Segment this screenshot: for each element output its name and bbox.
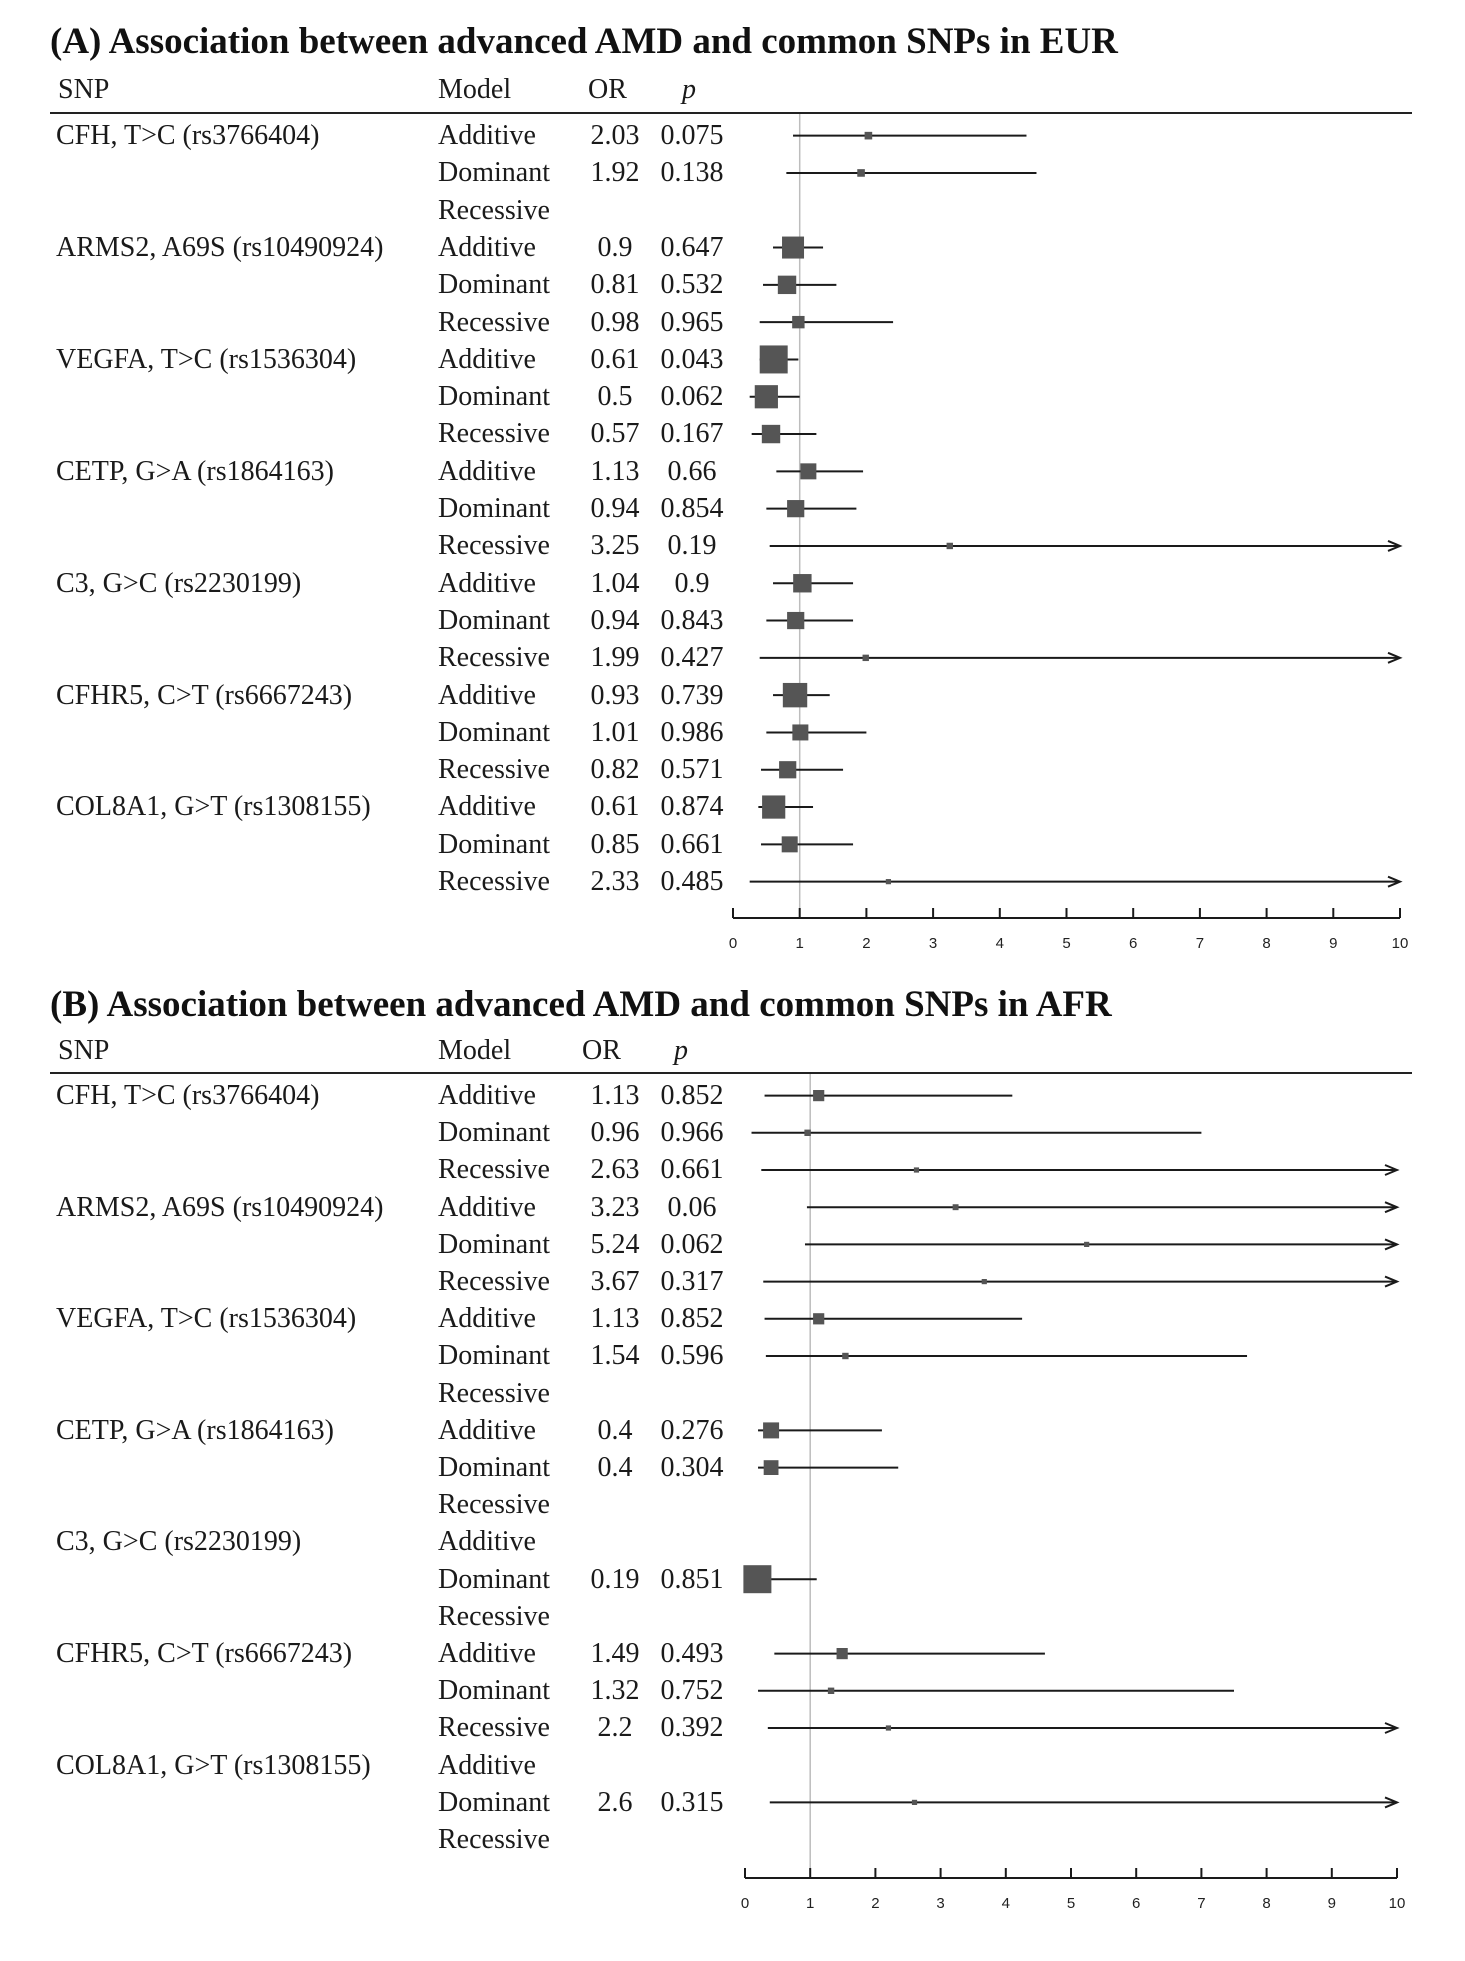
model-label: Additive [438, 1080, 536, 1111]
or-value: 1.32 [590, 1675, 640, 1707]
model-label: Recessive [438, 306, 550, 338]
panel-b-header-model: Model [438, 1035, 512, 1066]
p-value: 0.138 [660, 157, 724, 189]
model-label: Additive [438, 567, 536, 599]
model-label: Additive [438, 120, 536, 151]
model-label: Dominant [438, 1340, 550, 1372]
or-value: 1.01 [590, 716, 640, 748]
model-label: Additive [438, 231, 536, 263]
model-label: Recessive [438, 530, 550, 562]
snp-label: VEGFA, T>C (rs1536304) [56, 1303, 357, 1335]
snp-label: ARMS2, A69S (rs10490924) [56, 1191, 384, 1223]
effect-square [1084, 1242, 1089, 1247]
model-label: Dominant [438, 269, 550, 301]
snp-label: CETP, G>A (rs1864163) [56, 1414, 334, 1446]
or-value: 0.9 [597, 231, 633, 263]
or-value: 1.54 [590, 1340, 640, 1372]
panel-a-header-snp: SNP [58, 74, 110, 105]
or-value: 0.85 [590, 828, 640, 860]
or-value: 3.25 [590, 530, 640, 562]
or-value: 5.24 [590, 1228, 640, 1260]
snp-label: C3, G>C (rs2230199) [56, 1526, 302, 1558]
or-value: 3.23 [590, 1191, 640, 1223]
p-value: 0.661 [660, 828, 724, 860]
p-value: 0.075 [660, 120, 724, 151]
effect-square [813, 1313, 824, 1324]
p-value: 0.843 [660, 604, 724, 636]
snp-label: ARMS2, A69S (rs10490924) [56, 231, 384, 263]
or-value: 1.92 [590, 157, 640, 189]
effect-square [914, 1167, 919, 1172]
model-label: Dominant [438, 716, 550, 748]
or-value: 1.49 [590, 1638, 640, 1669]
p-value: 0.965 [660, 306, 724, 338]
x-tick-label: 0 [740, 1895, 750, 1912]
model-label: Dominant [438, 381, 550, 413]
p-value: 0.062 [660, 1228, 724, 1260]
snp-label: COL8A1, G>T (rs1308155) [56, 1749, 371, 1781]
effect-square [886, 1725, 891, 1730]
p-value: 0.852 [660, 1080, 724, 1111]
p-value: 0.986 [660, 716, 724, 748]
model-label: Dominant [438, 828, 550, 860]
effect-square [763, 1422, 779, 1438]
effect-square [837, 1648, 848, 1659]
x-tick-label: 9 [1329, 935, 1338, 952]
panel-a-header-model: Model [438, 74, 512, 105]
snp-label: CETP, G>A (rs1864163) [56, 455, 334, 487]
model-label: Recessive [438, 1266, 550, 1297]
model-label: Additive [438, 1749, 536, 1781]
x-tick-label: 5 [1062, 935, 1071, 952]
snp-label: CFH, T>C (rs3766404) [56, 1080, 320, 1111]
panel-b-header-p: p [674, 1035, 688, 1066]
p-value: 0.66 [667, 455, 717, 487]
p-value: 0.851 [660, 1563, 724, 1595]
p-value: 0.532 [660, 269, 724, 301]
p-value: 0.06 [667, 1191, 717, 1223]
effect-square [804, 1130, 810, 1136]
model-label: Dominant [438, 1786, 550, 1818]
x-tick-label: 10 [1388, 1895, 1406, 1912]
p-value: 0.493 [660, 1638, 724, 1669]
p-value: 0.19 [667, 530, 717, 562]
snp-label: CFHR5, C>T (rs6667243) [56, 1638, 353, 1669]
model-label: Dominant [438, 604, 550, 636]
x-tick-label: 9 [1327, 1895, 1336, 1912]
model-label: Additive [438, 679, 536, 711]
x-tick-label: 8 [1262, 935, 1271, 952]
or-value: 0.93 [590, 679, 640, 711]
model-label: Additive [438, 343, 536, 375]
or-value: 2.63 [590, 1154, 640, 1186]
p-value: 0.317 [660, 1266, 724, 1297]
panel-b-header-snp: SNP [58, 1035, 110, 1066]
x-tick-label: 3 [936, 1895, 945, 1912]
or-value: 0.81 [590, 269, 640, 301]
panel-a-header-p: p [682, 74, 696, 105]
p-value: 0.661 [660, 1154, 724, 1186]
model-label: Additive [438, 1191, 536, 1223]
x-tick-label: 8 [1262, 1895, 1271, 1912]
or-value: 0.82 [590, 754, 640, 786]
p-value: 0.276 [660, 1414, 724, 1446]
x-tick-label: 3 [928, 935, 938, 952]
model-label: Recessive [438, 1712, 550, 1744]
or-value: 0.57 [590, 418, 640, 450]
snp-label: VEGFA, T>C (rs1536304) [56, 343, 357, 375]
or-value: 0.5 [597, 381, 633, 413]
model-label: Additive [438, 455, 536, 487]
model-label: Recessive [438, 1600, 550, 1632]
or-value: 0.61 [590, 343, 640, 375]
or-value: 0.19 [590, 1563, 640, 1595]
or-value: 3.67 [590, 1266, 640, 1297]
model-label: Dominant [438, 157, 550, 189]
p-value: 0.752 [660, 1675, 724, 1707]
p-value: 0.392 [660, 1712, 724, 1744]
x-tick-label: 6 [1132, 1895, 1141, 1912]
model-label: Dominant [438, 1675, 550, 1707]
effect-square [828, 1688, 834, 1694]
x-tick-label: 6 [1129, 935, 1138, 952]
or-value: 1.13 [590, 1080, 640, 1111]
p-value: 0.304 [660, 1452, 724, 1483]
or-value: 0.61 [590, 791, 640, 823]
p-value: 0.739 [660, 679, 724, 711]
snp-label: CFH, T>C (rs3766404) [56, 120, 320, 151]
x-tick-label: 10 [1391, 935, 1409, 952]
p-value: 0.596 [660, 1340, 724, 1372]
p-value: 0.647 [660, 231, 724, 263]
x-tick-label: 7 [1195, 935, 1205, 952]
effect-square [982, 1279, 987, 1284]
or-value: 0.4 [597, 1414, 633, 1446]
model-label: Additive [438, 1526, 536, 1558]
model-label: Additive [438, 1303, 536, 1335]
x-tick-label: 0 [728, 935, 738, 952]
effect-square [953, 1204, 959, 1210]
x-tick-label: 1 [806, 1895, 815, 1912]
p-value: 0.427 [660, 642, 724, 674]
p-value: 0.315 [660, 1786, 724, 1818]
or-value: 1.13 [590, 455, 640, 487]
or-value: 1.13 [590, 1303, 640, 1335]
model-label: Recessive [438, 642, 550, 674]
panel-b-header-or: OR [582, 1035, 621, 1066]
x-tick-label: 1 [795, 935, 804, 952]
x-tick-label: 7 [1197, 1895, 1206, 1912]
p-value: 0.062 [660, 381, 724, 413]
model-label: Additive [438, 1638, 536, 1669]
x-tick-label: 2 [862, 935, 871, 952]
panel-a-title: (A) Association between advanced AMD and common SNPs in EUR [50, 21, 1118, 62]
model-label: Recessive [438, 418, 550, 450]
model-label: Additive [438, 791, 536, 823]
or-value: 2.03 [590, 120, 640, 151]
model-label: Recessive [438, 1154, 550, 1186]
model-label: Dominant [438, 1228, 550, 1260]
model-label: Dominant [438, 1563, 550, 1595]
x-tick-label: 5 [1066, 1895, 1076, 1912]
effect-square [912, 1800, 917, 1805]
or-value: 2.2 [597, 1712, 633, 1744]
model-label: Recessive [438, 1377, 550, 1409]
model-label: Dominant [438, 1452, 550, 1483]
p-value: 0.485 [660, 866, 724, 897]
effect-square [813, 1090, 824, 1101]
x-tick-label: 4 [1001, 1895, 1010, 1912]
p-value: 0.874 [660, 791, 724, 823]
effect-square [764, 1460, 779, 1475]
model-label: Recessive [438, 754, 550, 786]
panel-a-header-or: OR [588, 74, 627, 105]
p-value: 0.571 [660, 754, 724, 786]
p-value: 0.043 [660, 343, 724, 375]
or-value: 1.04 [590, 567, 640, 599]
p-value: 0.852 [660, 1303, 724, 1335]
or-value: 2.6 [597, 1786, 633, 1818]
model-label: Dominant [438, 1117, 550, 1149]
effect-square [743, 1565, 771, 1593]
or-value: 1.99 [590, 642, 640, 674]
or-value: 0.94 [590, 604, 640, 636]
or-value: 2.33 [590, 866, 640, 897]
x-tick-label: 2 [871, 1895, 880, 1912]
or-value: 0.4 [597, 1452, 633, 1483]
p-value: 0.966 [660, 1117, 724, 1149]
p-value: 0.9 [674, 567, 710, 599]
model-label: Additive [438, 1414, 536, 1446]
snp-label: C3, G>C (rs2230199) [56, 567, 302, 599]
model-label: Recessive [438, 1824, 550, 1855]
model-label: Recessive [438, 194, 550, 226]
or-value: 0.94 [590, 493, 640, 524]
or-value: 0.98 [590, 306, 640, 338]
model-label: Recessive [438, 866, 550, 897]
panel-b-title: (B) Association between advanced AMD and common SNPs in AFR [50, 984, 1112, 1025]
p-value: 0.854 [660, 493, 724, 524]
p-value: 0.167 [660, 418, 724, 450]
model-label: Recessive [438, 1489, 550, 1521]
model-label: Dominant [438, 493, 550, 524]
effect-square [842, 1353, 848, 1359]
snp-label: CFHR5, C>T (rs6667243) [56, 679, 353, 711]
or-value: 0.96 [590, 1117, 640, 1149]
snp-label: COL8A1, G>T (rs1308155) [56, 791, 371, 823]
x-tick-label: 4 [995, 935, 1004, 952]
